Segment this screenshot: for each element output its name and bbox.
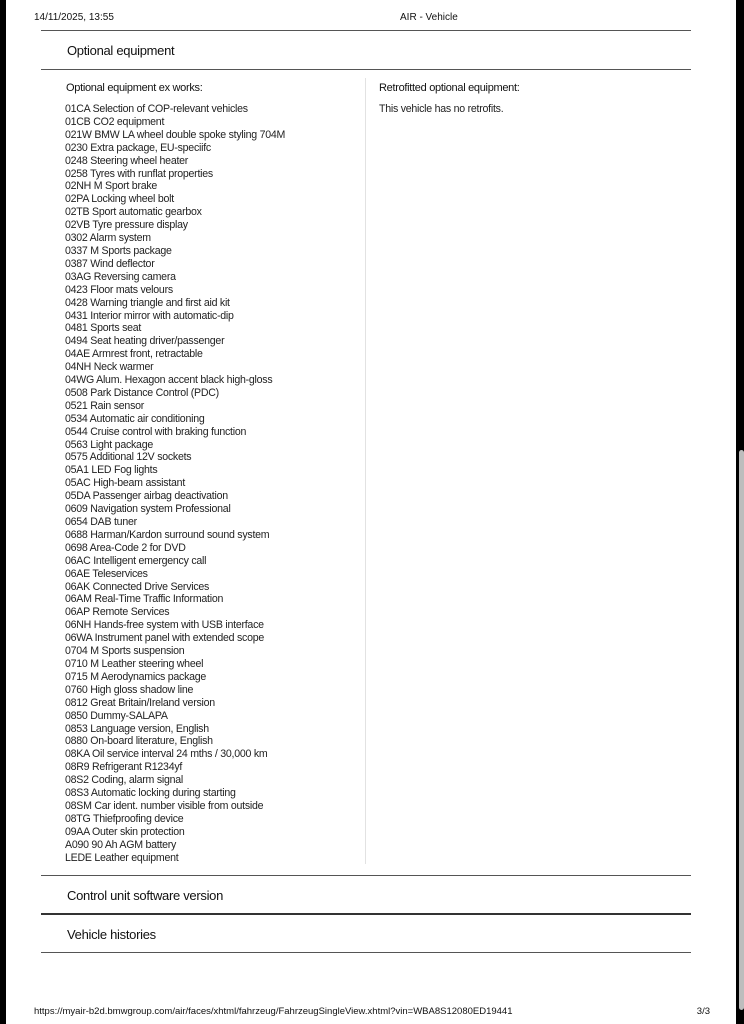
equipment-item: 03AG Reversing camera	[65, 270, 176, 283]
divider	[41, 952, 691, 953]
equipment-item: 0715 M Aerodynamics package	[65, 670, 207, 683]
scrollbar[interactable]	[739, 450, 744, 1010]
equipment-item: 06AC Intelligent emergency call	[65, 554, 207, 567]
page-number: 3/3	[696, 1006, 710, 1017]
equipment-item: 0428 Warning triangle and first aid kit	[65, 296, 230, 309]
equipment-item: 0850 Dummy-SALAPA	[65, 709, 168, 722]
retrofitted-text: This vehicle has no retrofits.	[379, 103, 504, 115]
equipment-item: 08R9 Refrigerant R1234yf	[65, 761, 183, 774]
equipment-item: 02TB Sport automatic gearbox	[65, 206, 202, 219]
ex-works-title: Optional equipment ex works:	[66, 82, 203, 94]
equipment-item: 0812 Great Britain/Ireland version	[65, 696, 215, 709]
retrofitted-title: Retrofitted optional equipment:	[379, 82, 520, 94]
equipment-item: 0508 Park Distance Control (PDC)	[65, 386, 219, 399]
equipment-item: 08S3 Automatic locking during starting	[65, 787, 236, 800]
equipment-item: 04NH Neck warmer	[65, 361, 154, 374]
equipment-item: 0853 Language version, English	[65, 722, 209, 735]
equipment-item: 0654 DAB tuner	[65, 516, 137, 528]
equipment-item: 06AK Connected Drive Services	[65, 580, 210, 593]
equipment-item: 01CB CO2 equipment	[65, 115, 165, 128]
equipment-item: 08S2 Coding, alarm signal	[65, 774, 184, 787]
equipment-item: 05AC High-beam assistant	[65, 477, 186, 490]
equipment-item: 0337 M Sports package	[65, 244, 172, 257]
equipment-item: 05DA Passenger airbag deactivation	[65, 490, 228, 503]
print-footer	[34, 1006, 710, 1020]
divider	[41, 69, 691, 70]
equipment-item: 02VB Tyre pressure display	[65, 219, 188, 232]
equipment-item: 0688 Harman/Kardon surround sound system	[65, 528, 270, 541]
equipment-item: 06AE Teleservices	[65, 567, 148, 580]
equipment-item: 08SM Car ident. number visible from outside	[65, 799, 264, 812]
equipment-item: 0481 Sports seat	[65, 322, 142, 335]
ex-works-list	[65, 103, 355, 864]
equipment-item: 06WA Instrument panel with extended scope	[65, 632, 265, 645]
equipment-item: 06AP Remote Services	[65, 606, 170, 619]
divider	[41, 913, 691, 915]
print-datetime: 14/11/2025, 13:55	[34, 12, 114, 23]
equipment-item: 0248 Steering wheel heater	[65, 154, 189, 167]
section-vehicle-histories[interactable]: Vehicle histories	[67, 927, 156, 942]
print-header	[34, 12, 718, 26]
equipment-item: 021W BMW LA wheel double spoke styling 704M	[65, 128, 286, 141]
equipment-item: 06NH Hands-free system with USB interface	[65, 619, 264, 632]
equipment-item: 06AM Real-Time Traffic Information	[65, 593, 224, 606]
equipment-item: 02NH M Sport brake	[65, 180, 158, 193]
section-control-unit[interactable]: Control unit software version	[67, 888, 224, 903]
equipment-item: 0609 Navigation system Professional	[65, 503, 231, 516]
equipment-item: 05A1 LED Fog lights	[65, 464, 158, 477]
equipment-item: 02PA Locking wheel bolt	[65, 193, 174, 206]
equipment-item: 0387 Wind deflector	[65, 257, 155, 270]
equipment-item: 0431 Interior mirror with automatic-dip	[65, 309, 234, 322]
section-optional-equipment[interactable]: Optional equipment	[67, 43, 175, 58]
equipment-item: 0423 Floor mats velours	[65, 283, 173, 296]
equipment-item: 0302 Alarm system	[65, 232, 151, 245]
equipment-item: 0880 On-board literature, English	[65, 735, 213, 748]
print-title: AIR - Vehicle	[400, 12, 458, 23]
equipment-item: 0704 M Sports suspension	[65, 645, 185, 658]
equipment-item: 0710 M Leather steering wheel	[65, 657, 204, 670]
equipment-item: 04WG Alum. Hexagon accent black high-gloss	[65, 374, 273, 387]
equipment-item: 08KA Oil service interval 24 mths / 30,000 km	[65, 748, 268, 761]
document-page	[6, 0, 736, 1024]
equipment-item: 0534 Automatic air conditioning	[65, 412, 205, 425]
equipment-item: 01CA Selection of COP-relevant vehicles	[65, 103, 248, 115]
divider	[41, 30, 691, 31]
equipment-item: 04AE Armrest front, retractable	[65, 348, 203, 361]
equipment-item: 0698 Area-Code 2 for DVD	[65, 541, 186, 554]
equipment-item: 0230 Extra package, EU-speciifc	[65, 141, 211, 154]
equipment-item: 0544 Cruise control with braking function	[65, 425, 247, 438]
equipment-item: LEDE Leather equipment	[65, 851, 179, 864]
equipment-item: 0563 Light package	[65, 438, 153, 451]
equipment-item: 0258 Tyres with runflat properties	[65, 167, 213, 180]
equipment-item: 08TG Thiefproofing device	[65, 812, 184, 825]
equipment-item: 0521 Rain sensor	[65, 399, 145, 412]
column-divider	[365, 78, 366, 864]
equipment-item: A090 90 Ah AGM battery	[65, 838, 177, 851]
equipment-item: 0494 Seat heating driver/passenger	[65, 335, 225, 348]
footer-url: https://myair-b2d.bmwgroup.com/air/faces/xhtml/fahrzeug/FahrzeugSingleView.xhtml?vin=WBA8S12080ED19441	[34, 1006, 513, 1017]
equipment-item: 0575 Additional 12V sockets	[65, 451, 192, 464]
equipment-item: 0760 High gloss shadow line	[65, 683, 194, 696]
equipment-item: 09AA Outer skin protection	[65, 825, 185, 838]
divider	[41, 875, 691, 876]
